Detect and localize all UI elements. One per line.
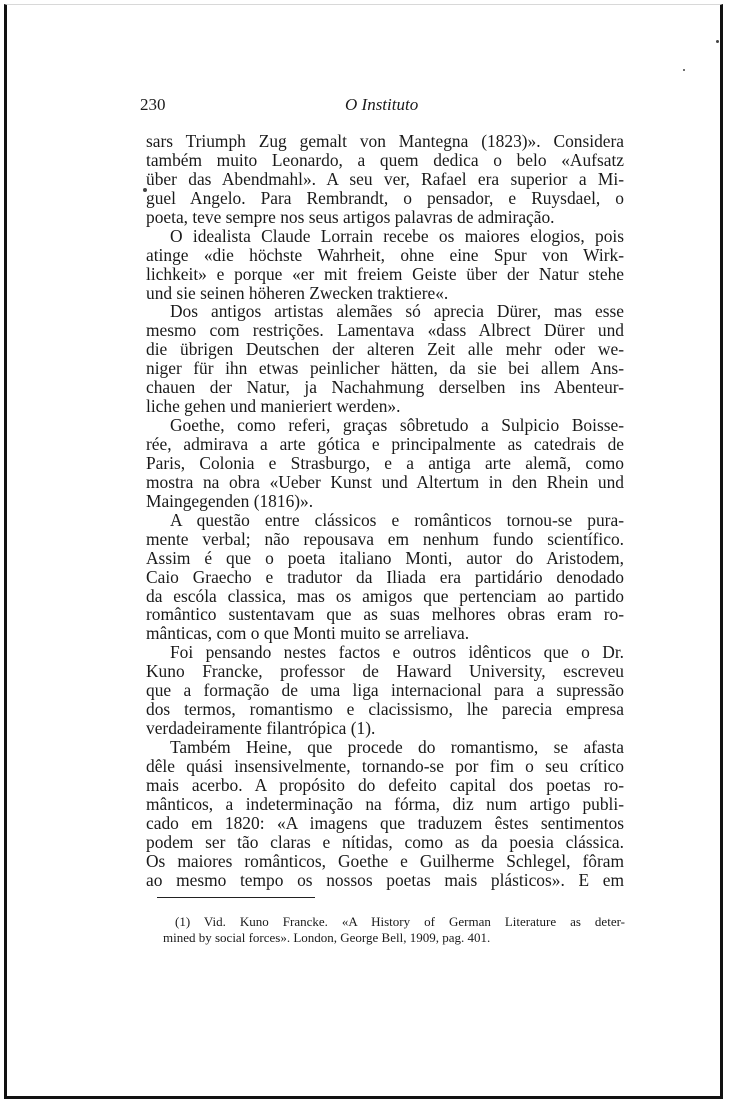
running-title: O Instituto <box>345 95 419 114</box>
text-line: mânticos, a indeterminação na fórma, diz num artigo publi- <box>146 793 624 814</box>
text-line: mostra na obra «Ueber Kunst und Altertum in den Rhein und <box>146 471 624 492</box>
footnote <box>163 914 625 946</box>
ink-speck <box>716 40 719 43</box>
text-line: também muito Leonardo, a quem dedica o belo «Aufsatz <box>146 149 624 170</box>
text-line: Também Heine, que procede do romantismo, se afasta <box>170 737 624 757</box>
text-line: poeta, teve sempre nos seus artigos palavras de admiração. <box>146 206 555 227</box>
text-line: O idealista Claude Lorrain recebe os maiores elogios, pois <box>170 225 624 246</box>
text-line: Assim é que o poeta italiano Monti, autor do Aristodem, <box>146 547 624 568</box>
text-line: Paris, Colonia e Strasburgo, e a antiga arte alemã, como <box>146 452 624 473</box>
running-header <box>140 95 590 117</box>
text-line: A questão entre clássicos e românticos tornou-se pura- <box>170 509 624 530</box>
text-line: que a formação de uma liga internacional para a supressão <box>146 680 624 701</box>
text-line: rée, admirava a arte gótica e principalmente as catedrais de <box>146 434 624 454</box>
page-number: 230 <box>140 95 166 114</box>
text-line: über das Abendmahl». A seu ver, Rafael era superior a Mi- <box>146 168 624 189</box>
text-line: Foi pensando nestes factos e outros idênticos que o Dr. <box>170 642 624 663</box>
text-line: Os maiores românticos, Goethe e Guilherme Schlegel, fôram <box>146 850 624 871</box>
text-line: niger für ihn etwas peinlicher hätten, da sie bei allem Ans- <box>146 358 624 379</box>
text-line: cado em 1820: «A imagens que traduzem êstes sentimentos <box>146 812 624 833</box>
ink-speck <box>683 69 685 71</box>
text-line: Caio Graecho e tradutor da Iliada era partidário denodado <box>146 566 624 587</box>
text-line: dos termos, romantismo e clacissismo, lhe parecia empresa <box>146 699 624 720</box>
text-line: und sie seinen höheren Zwecken traktiere«. <box>146 282 449 303</box>
text-line: sars Triumph Zug gemalt von Mantegna (1823)». Considera <box>146 131 624 151</box>
text-line: lichkeit» e porque «er mit freiem Geiste über der Natur stehe <box>146 263 624 284</box>
text-line: Kuno Francke, professor de Haward University, escreveu <box>146 661 624 682</box>
text-line: mente verbal; não repousava em nenhum fundo scientífico. <box>146 528 624 549</box>
text-line: die übrigen Deutschen der alteren Zeit alle mehr oder we- <box>146 339 624 360</box>
text-line: mesmo com restrições. Lamentava «dass Albrect Dürer und <box>146 320 624 341</box>
text-line: ao mesmo tempo os nossos poetas mais plásticos». E em <box>146 869 624 890</box>
text-line: verdadeiramente filantrópica (1). <box>146 718 376 739</box>
text-line: Maingegenden (1816)». <box>146 490 314 511</box>
text-line: mais acerbo. A propósito do defeito capital dos poetas ro- <box>146 774 624 795</box>
text-line: Goethe, como referi, graças sôbretudo a Sulpicio Boisse- <box>170 415 624 436</box>
text-line: dêle quási insensivelmente, tornando-se por fim o seu crítico <box>146 755 624 776</box>
text-line: liche gehen und manieriert werden». <box>146 396 401 417</box>
footnote-rule <box>157 897 315 898</box>
text-line: Dos antigos artistas alemães só aprecia Dürer, mas esse <box>170 301 624 322</box>
text-line: romântico sustentavam que as suas melhores obras eram ro- <box>146 604 624 625</box>
text-line: atinge «die höchste Wahrheit, ohne eine Spur von Wirk- <box>146 244 624 265</box>
footnote-line: (1) Vid. Kuno Francke. «A History of German Literature as deter- <box>175 914 625 929</box>
text-line: chauen der Natur, ja Nachahmung derselben ins Abenteur- <box>146 377 624 398</box>
text-line: guel Angelo. Para Rembrandt, o pensador, e Ruysdael, o <box>146 187 624 208</box>
text-line: mânticas, com o que Monti muito se arreliava. <box>146 623 470 644</box>
text-line: da escóla classica, mas os amigos que pertenciam ao partido <box>146 585 624 606</box>
footnote-line: mined by social forces». London, George Bell, 1909, pag. 401. <box>163 930 491 945</box>
body-text <box>146 132 624 890</box>
text-line: podem ser tão claras e nítidas, como as da poesia clássica. <box>146 831 624 852</box>
